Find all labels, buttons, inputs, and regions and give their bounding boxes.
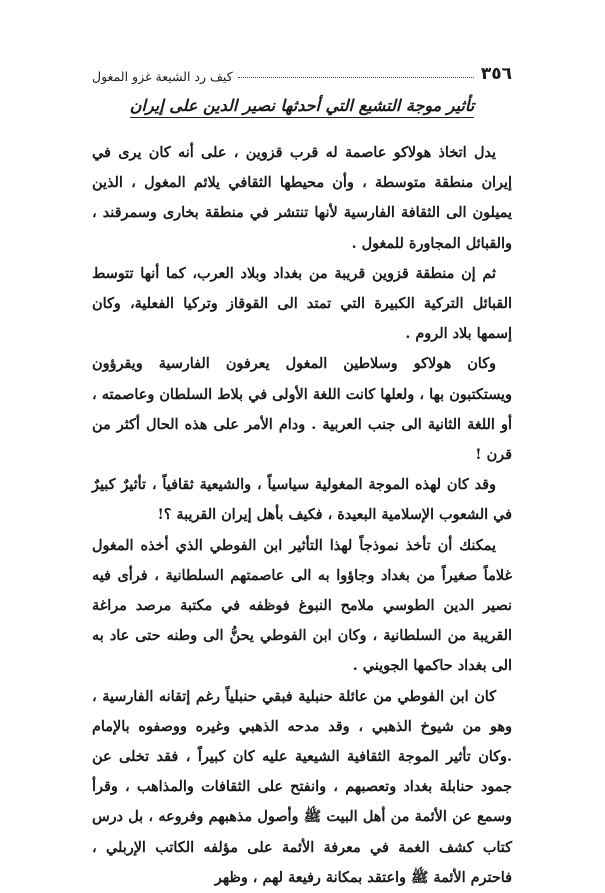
body-text [92, 138, 512, 893]
page-header [92, 60, 512, 84]
paragraph-6: كان ابن الفوطي من عائلة حنبلية فبقي حنبلياً رغم إتقانه الفارسية ، وهو من شيوخ الذهبي ، وقد مدحه الذهبي وغيره ووصفوه بالإمام .وكان تأثير الموجة الثقافية الشيعية عليه كان كبيراً ، فقد تخلى عن جمود حنابلة بغداد وتعصبهم ، وانفتح على الثقافات والمذاهب ، وقرأ وسمع عن الأئمة من أهل البيت ﷺ وأصول مذهبهم وفروعه ، بل درس كتاب كشف الغمة في معرفة الأئمة على مؤلفه الكاتب الإربلي ، فاحترم الأئمة ﷺ واعتقد بمكانة رفيعة لهم ، وظهر [92, 687, 512, 886]
paragraph-1: يدل اتخاذ هولاكو عاصمة له قرب قزوين ، على أنه كان يرى في إيران منطقة متوسطة ، وأن محيطها الثقافي يلائم المغول ، الذين يميلون الى الثقافة الفارسية لأنها تنتشر في منطقة بخارى وسمرقند ، والقبائل المجاورة للمغول . [92, 144, 512, 252]
page-number: ٣٥٦ [480, 64, 512, 84]
paragraph-2: ثم إن منطقة قزوين قريبة من بغداد وبلاد العرب، كما أنها تتوسط القبائل التركية الكبيرة التي تمتد الى القوقاز وتركيا الفعلية، وكان إسمها بلاد الروم . [92, 264, 512, 343]
paragraph-5: يمكنك أن تأخذ نموذجاً لهذا التأثير ابن الفوطي الذي أخذه المغول غلاماً صغيراً من بغداد وجاؤوا به الى عاصمتهم السلطانية ، فرأى فيه نصير الدين الطوسي ملامح النبوغ فوظفه في مكتبة مرصد مراغة القريبة من السلطانية ، وكان ابن الفوطي يحنُّ الى وطنه حتى عاد به الى بغداد حاكمها الجويني . [92, 536, 512, 675]
running-title: كيف رد الشيعة غزو المغول [92, 69, 233, 84]
paragraph-3: وكان هولاكو وسلاطين المغول يعرفون الفارسية ويقرؤون ويستكتبون بها ، ولعلها كانت اللغة الأولى في بلاط السلطان وعاصمته ، أو اللغة الثانية الى جنب العربية . ودام الأمر على هذه الحال أكثر من قرن ! [92, 355, 512, 464]
section-title [92, 96, 512, 115]
header-dot-leader [238, 77, 474, 78]
section-title-text: تأثير موجة التشيع التي أحدثها نصير الدين على إيران [130, 96, 474, 118]
paragraph-4: وقد كان لهذه الموجة المغولية سياسياً ، والشيعية ثقافياً ، تأثيرٌ كبيرٌ في الشعوب الإسلامية البعيدة ، فكيف بأهل إيران القريبة ؟! [92, 476, 512, 524]
